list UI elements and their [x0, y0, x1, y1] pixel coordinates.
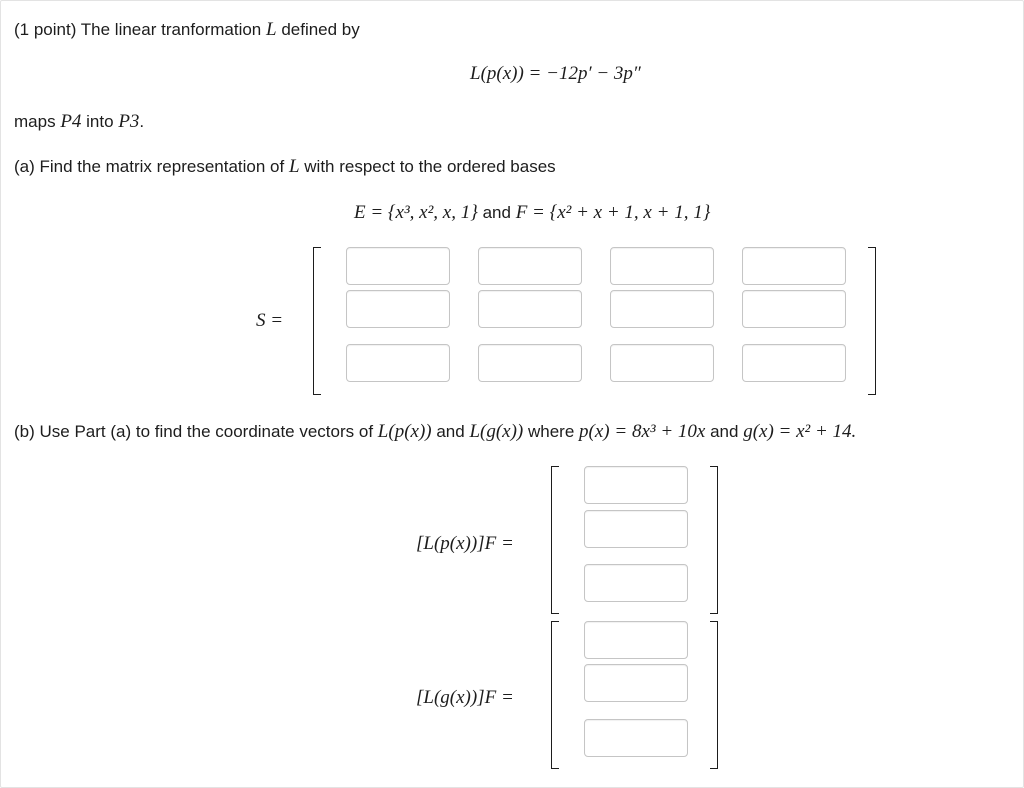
- matrix-cell-r1c1[interactable]: [346, 247, 450, 285]
- vector-p-cell-2[interactable]: [584, 510, 688, 548]
- transformation-formula: L(p(x)) = −12p′ − 3p″: [470, 63, 641, 84]
- intro-var: L: [266, 19, 277, 40]
- matrix-cell-r2c3[interactable]: [610, 290, 714, 328]
- vector-p-cell-1[interactable]: [584, 466, 688, 504]
- matrix-cell-r2c4[interactable]: [742, 290, 846, 328]
- maps-mid: into: [86, 112, 114, 131]
- matrix-cell-r2c2[interactable]: [478, 290, 582, 328]
- vector-g-cell-2[interactable]: [584, 664, 688, 702]
- vector-g-cell-1[interactable]: [584, 621, 688, 659]
- intro-line: [14, 20, 360, 40]
- part-a-var: L: [288, 156, 300, 177]
- intro-text: (1 point) The linear tranformation: [14, 20, 262, 39]
- matrix-cell-r2c1[interactable]: [346, 290, 450, 328]
- matrix-cell-r1c2[interactable]: [478, 247, 582, 285]
- vector-g-left-bracket: [551, 621, 559, 769]
- part-b-Lg: L(g(x)): [469, 421, 524, 442]
- matrix-cell-r3c3[interactable]: [610, 344, 714, 382]
- basis-and: and: [482, 203, 511, 222]
- maps-line: [14, 112, 144, 132]
- vector-g-cell-3[interactable]: [584, 719, 688, 757]
- vector-p-cell-3[interactable]: [584, 564, 688, 602]
- matrix-cell-r3c2[interactable]: [478, 344, 582, 382]
- vector-p-label: [L(p(x))]F =: [416, 533, 514, 554]
- part-b-prompt: [14, 422, 856, 442]
- matrix-cell-r3c4[interactable]: [742, 344, 846, 382]
- part-b-Lp: L(p(x)): [377, 421, 432, 442]
- maps-to: P3: [118, 111, 140, 132]
- part-b-g-def: g(x) = x² + 14.: [743, 421, 857, 442]
- maps-end: .: [139, 112, 145, 131]
- bases-line: [354, 202, 710, 224]
- vector-p-left-bracket: [551, 466, 559, 614]
- part-a-prompt-start: (a) Find the matrix representation of: [14, 157, 285, 176]
- matrix-cell-r3c1[interactable]: [346, 344, 450, 382]
- maps-from: P4: [60, 111, 82, 132]
- vector-g-right-bracket: [710, 621, 718, 769]
- basis-E: E = {x³, x², x, 1}: [354, 202, 478, 223]
- matrix-cell-r1c3[interactable]: [610, 247, 714, 285]
- matrix-cell-r1c4[interactable]: [742, 247, 846, 285]
- basis-F: F = {x² + x + 1, x + 1, 1}: [515, 202, 711, 223]
- matrix-right-bracket: [868, 247, 876, 395]
- matrix-label: S =: [256, 310, 284, 331]
- vector-g-label: [L(g(x))]F =: [416, 687, 514, 708]
- part-a-prompt-end: with respect to the ordered bases: [304, 157, 556, 176]
- part-b-where: where: [528, 422, 575, 441]
- part-b-and2: and: [710, 422, 739, 441]
- part-b-and1: and: [436, 422, 465, 441]
- part-b-prompt-start: (b) Use Part (a) to find the coordinate vectors of: [14, 422, 374, 441]
- vector-p-right-bracket: [710, 466, 718, 614]
- intro-end: defined by: [281, 20, 360, 39]
- part-a-prompt: [14, 157, 556, 177]
- maps-prefix: maps: [14, 112, 56, 131]
- matrix-left-bracket: [313, 247, 321, 395]
- part-b-p-def: p(x) = 8x³ + 10x: [579, 421, 706, 442]
